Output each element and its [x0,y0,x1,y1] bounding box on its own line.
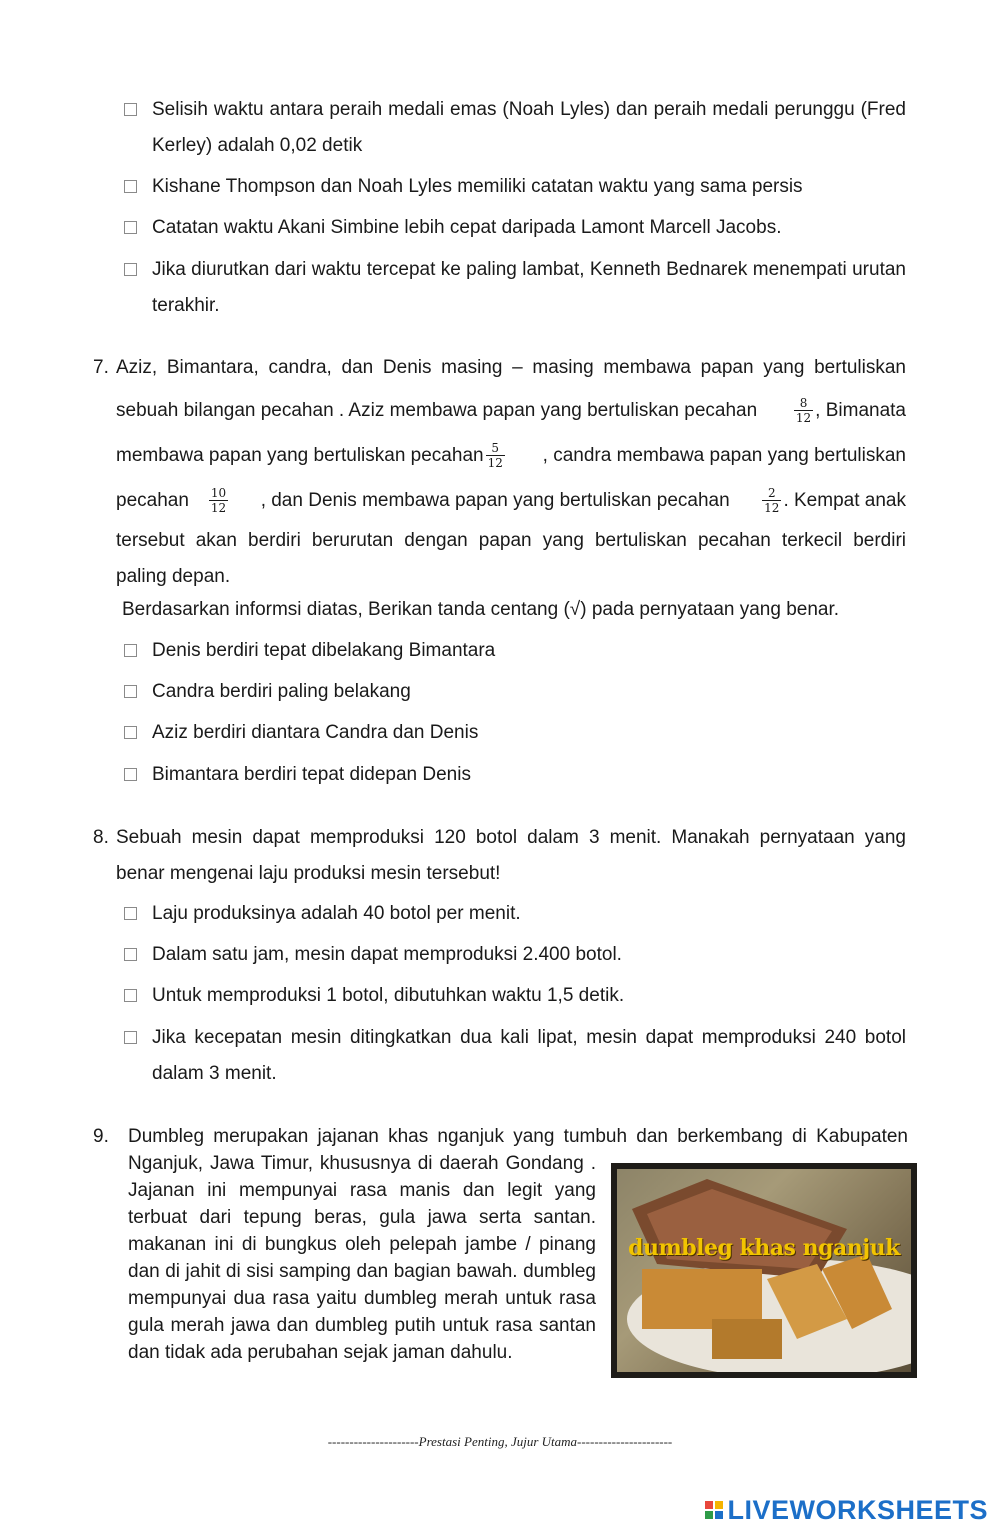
q7-line-4-start [116,478,230,523]
checkbox[interactable] [124,644,137,657]
q6-option-2 [124,169,906,205]
fraction-denominator: 12 [487,456,503,470]
q7-line-2-end [792,388,906,433]
checkbox[interactable] [124,263,137,276]
q7-line-2-tail: , Bimanata [815,400,906,421]
q7-option-2 [124,674,906,710]
q7-line-4-mid: , dan Denis membawa papan yang bertuliskan pecahan [260,490,730,511]
fraction-denis [762,486,781,515]
fraction-denominator: 12 [210,501,227,515]
liveworksheets-logo[interactable] [705,1493,988,1527]
q9-line-1: Dumbleg merupakan jajanan khas nganjuk yang tumbuh dan berkembang di Kabupaten [128,1126,908,1147]
option-text: Catatan waktu Akani Simbine lebih cepat daripada Lamont Marcell Jacobs. [152,217,782,238]
option-text: Kishane Thompson dan Noah Lyles memiliki catatan waktu yang sama persis [152,176,803,197]
option-text: Candra berdiri paling belakang [152,681,411,702]
q8-option-2 [124,937,906,973]
option-text: Jika diurutkan dari waktu tercepat ke paling lambat, Kenneth Bednarek menempati urutan terakhir. [152,259,906,316]
dumbleg-slice-4 [712,1319,782,1359]
checkbox[interactable] [124,103,137,116]
option-text: Bimantara berdiri tepat didepan Denis [152,764,471,785]
checkbox[interactable] [124,1031,137,1044]
photo-image [617,1169,911,1372]
q6-option-1 [124,92,906,164]
fraction-bimantara [486,441,505,470]
checkbox[interactable] [124,180,137,193]
dumbleg-illustration [617,1169,911,1372]
checkbox[interactable] [124,989,137,1002]
q8-option-1 [124,896,906,932]
fraction-numerator: 5 [491,441,500,455]
logo-square-red [705,1501,713,1509]
option-text: Denis berdiri tepat dibelakang Bimantara [152,640,496,661]
q8-line-2: benar mengenai laju produksi mesin tersebut! [116,863,501,884]
q7-option-1 [124,633,906,669]
q7-line-1: Aziz, Bimantara, candra, dan Denis masing – masing membawa papan yang bertuliskan [116,357,906,378]
q7-line-3-text: membawa papan yang bertuliskan pecahan [116,445,484,466]
q7-line-4-end [760,478,906,523]
q8-option-4 [124,1020,906,1092]
checkbox[interactable] [124,768,137,781]
fraction-numerator: 8 [799,396,808,410]
q7-number: 7. [93,357,109,378]
checkbox[interactable] [124,221,137,234]
q7-line-4-text: pecahan [116,490,189,511]
q7-line-2-text: sebuah bilangan pecahan . Aziz membawa papan yang bertuliskan pecahan [116,400,758,421]
fraction-numerator: 10 [210,486,227,500]
q7-line-4-tail: . Kempat anak [783,490,906,511]
checkbox[interactable] [124,948,137,961]
q7-line-3 [116,433,906,478]
logo-square-yellow [715,1501,723,1509]
q7-line-3-tail: , candra membawa papan yang bertuliskan [542,445,906,466]
q7-line-5: tersebut akan berdiri berurutan dengan papan yang bertuliskan pecahan terkecil berdiri [116,530,906,551]
q7-text [116,348,906,595]
option-text: Aziz berdiri diantara Candra dan Denis [152,722,479,743]
fraction-aziz [794,396,813,425]
q7-line-6: paling depan. [116,566,231,587]
liveworksheets-icon [705,1501,723,1519]
option-text: Selisih waktu antara peraih medali emas (Noah Lyles) dan peraih medali perunggu (Fred Kerley) adalah 0,02 detik [152,99,906,156]
fraction-denominator: 12 [764,501,780,515]
q7-option-4 [124,757,906,793]
photo-caption: dumbleg khas nganjuk [628,1235,900,1261]
q8-text [116,820,906,892]
q9-number: 9. [93,1126,109,1147]
q6-option-3 [124,210,906,246]
fraction-candra [209,486,228,515]
q8-option-3 [124,978,906,1014]
q8-number: 8. [93,827,109,848]
brand-name: LIVEWORKSHEETS [727,1494,988,1525]
q6-option-4 [124,252,906,324]
q7-line-4 [116,478,906,523]
q9-body: Nganjuk, Jawa Timur, khususnya di daerah Gondang . Jajanan ini mempunyai rasa manis dan legit yang terbuat dari tepung beras, gula jawa serta santan. makanan ini di bungkus oleh pelepah jambe / pinang dan di jahit di sisi samping dan bagian bawah. dumbleg mempunyai dua rasa yaitu dumbleg merah untuk rasa gula merah jawa dan dumbleg putih untuk rasa santan dan tidak ada perubahan sejak jaman dahulu. [128,1153,596,1363]
q8-line-1: Sebuah mesin dapat memproduksi 120 botol dalam 3 menit. Manakah pernyataan yang [116,827,906,848]
q7-line-2 [116,388,906,433]
q7-option-3 [124,715,906,751]
option-text: Untuk memproduksi 1 botol, dibutuhkan waktu 1,5 detik. [152,985,625,1006]
footer-motto: ---------------------Prestasi Penting, Jujur Utama---------------------- [327,1434,673,1449]
option-text: Dalam satu jam, mesin dapat memproduksi 2.400 botol. [152,944,622,965]
q7-line-3-start [116,433,507,478]
option-text: Laju produksinya adalah 40 botol per menit. [152,903,521,924]
logo-square-blue [715,1511,723,1519]
option-text: Jika kecepatan mesin ditingkatkan dua kali lipat, mesin dapat memproduksi 240 botol dalam 3 menit. [152,1027,906,1084]
checkbox[interactable] [124,907,137,920]
dumbleg-photo [611,1163,917,1378]
logo-square-green [705,1511,713,1519]
fraction-numerator: 2 [767,486,776,500]
checkbox[interactable] [124,726,137,739]
fraction-denominator: 12 [795,411,812,425]
checkbox[interactable] [124,685,137,698]
q7-instruction: Berdasarkan informsi diatas, Berikan tanda centang (√) pada pernyataan yang benar. [122,599,840,620]
